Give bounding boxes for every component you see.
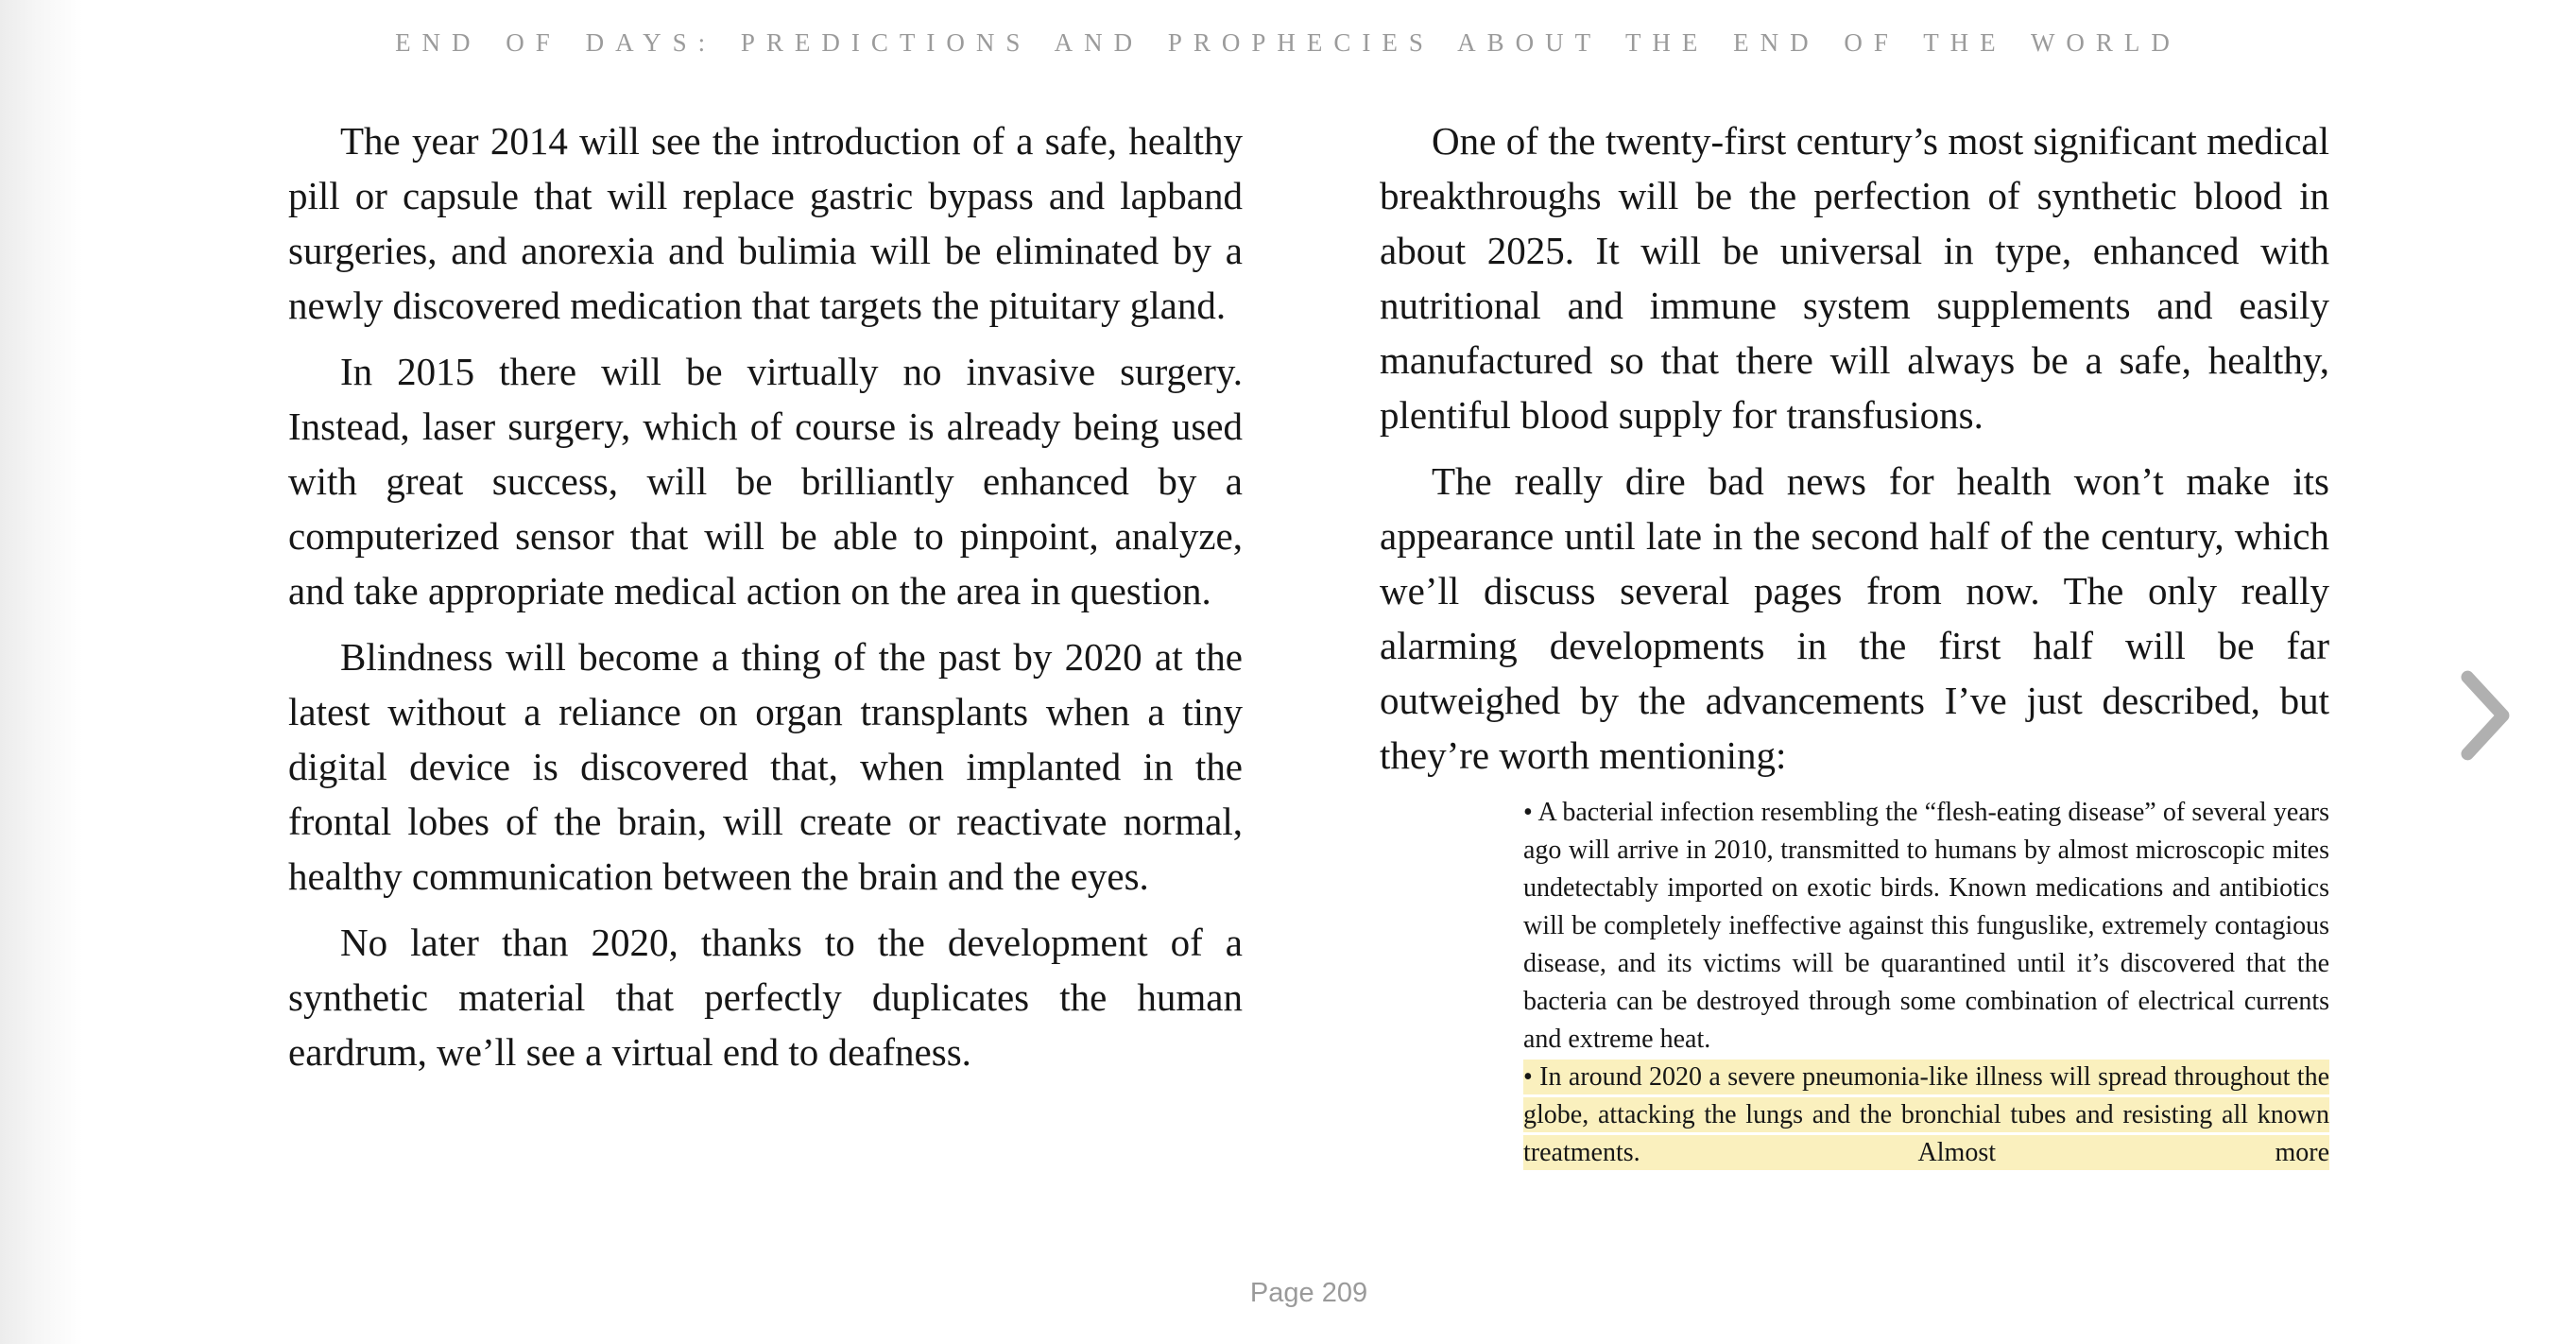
paragraph: The year 2014 will see the introduction of a safe, healthy pill or capsule that will replace gastric bypass and lapband surgeries, and anorexia and bulimia will be eliminated by a newly discovered medication that targets the pituitary gland. xyxy=(288,119,1243,327)
paragraph: In 2015 there will be virtually no invasive surgery. Instead, laser surgery, which of course is already being used with great success, will be brilliantly enhanced by a computerized sensor that will be able to pinpoint, analyze, and take appropriate medical action on the area in question. xyxy=(288,350,1243,612)
bullet-item: • A bacterial infection resembling the “flesh-eating disease” of several years ago will arrive in 2010, transmitted to humans by almost microscopic mites undetectably imported on exotic birds. Known medications and antibiotics will be completely ineffective against this funguslike, extremely contagious disease, and its victims will be quarantined until it’s discovered that the bacteria can be destroyed through some combination of electrical currents and extreme heat. xyxy=(1523,798,2329,1054)
paragraph: Blindness will become a thing of the past by 2020 at the latest without a reliance on organ transplants when a tiny digital device is discovered that, when implanted in the frontal lobes of the brain, will create or reactivate normal, healthy communication between the brain and the eyes. xyxy=(288,635,1243,898)
next-page-button[interactable] xyxy=(2455,663,2534,767)
paragraph: The really dire bad news for health won’t make its appearance until late in the second half of the century, which we’ll discuss several pages from now. The only really alarming developments in the first half will be far outweighed by the advancements I’ve just described, but they’re worth mentioning: xyxy=(1380,459,2329,777)
running-header-title: END OF DAYS: PREDICTIONS AND PROPHECIES ABOUT THE END OF THE WORLD xyxy=(395,28,2181,57)
left-page-column xyxy=(288,113,1243,1091)
right-page-column xyxy=(1380,113,2329,1172)
page-edge-shadow xyxy=(0,0,83,1344)
bullet-item-highlighted xyxy=(1523,1059,2329,1172)
bullet-list xyxy=(1523,794,2329,1172)
paragraph: No later than 2020, thanks to the development of a synthetic material that perfectly duplicates the human eardrum, we’ll see a virtual end to deafness. xyxy=(288,921,1243,1074)
paragraph: One of the twenty-first century’s most significant medical breakthroughs will be the perfection of synthetic blood in about 2025. It will be universal in type, enhanced with nutritional and immune system supplements and easily manufactured so that there will always be a safe, healthy, plentiful blood supply for transfusions. xyxy=(1380,119,2329,437)
page-number: Page 209 xyxy=(1249,1278,1368,1308)
chevron-right-icon xyxy=(2455,666,2517,765)
user-highlight[interactable]: • In around 2020 a severe pneumonia-like illness will spread throughout the globe, attacking the lungs and the bronchial tubes and resisting all known treatments. Almost more xyxy=(1523,1060,2329,1170)
